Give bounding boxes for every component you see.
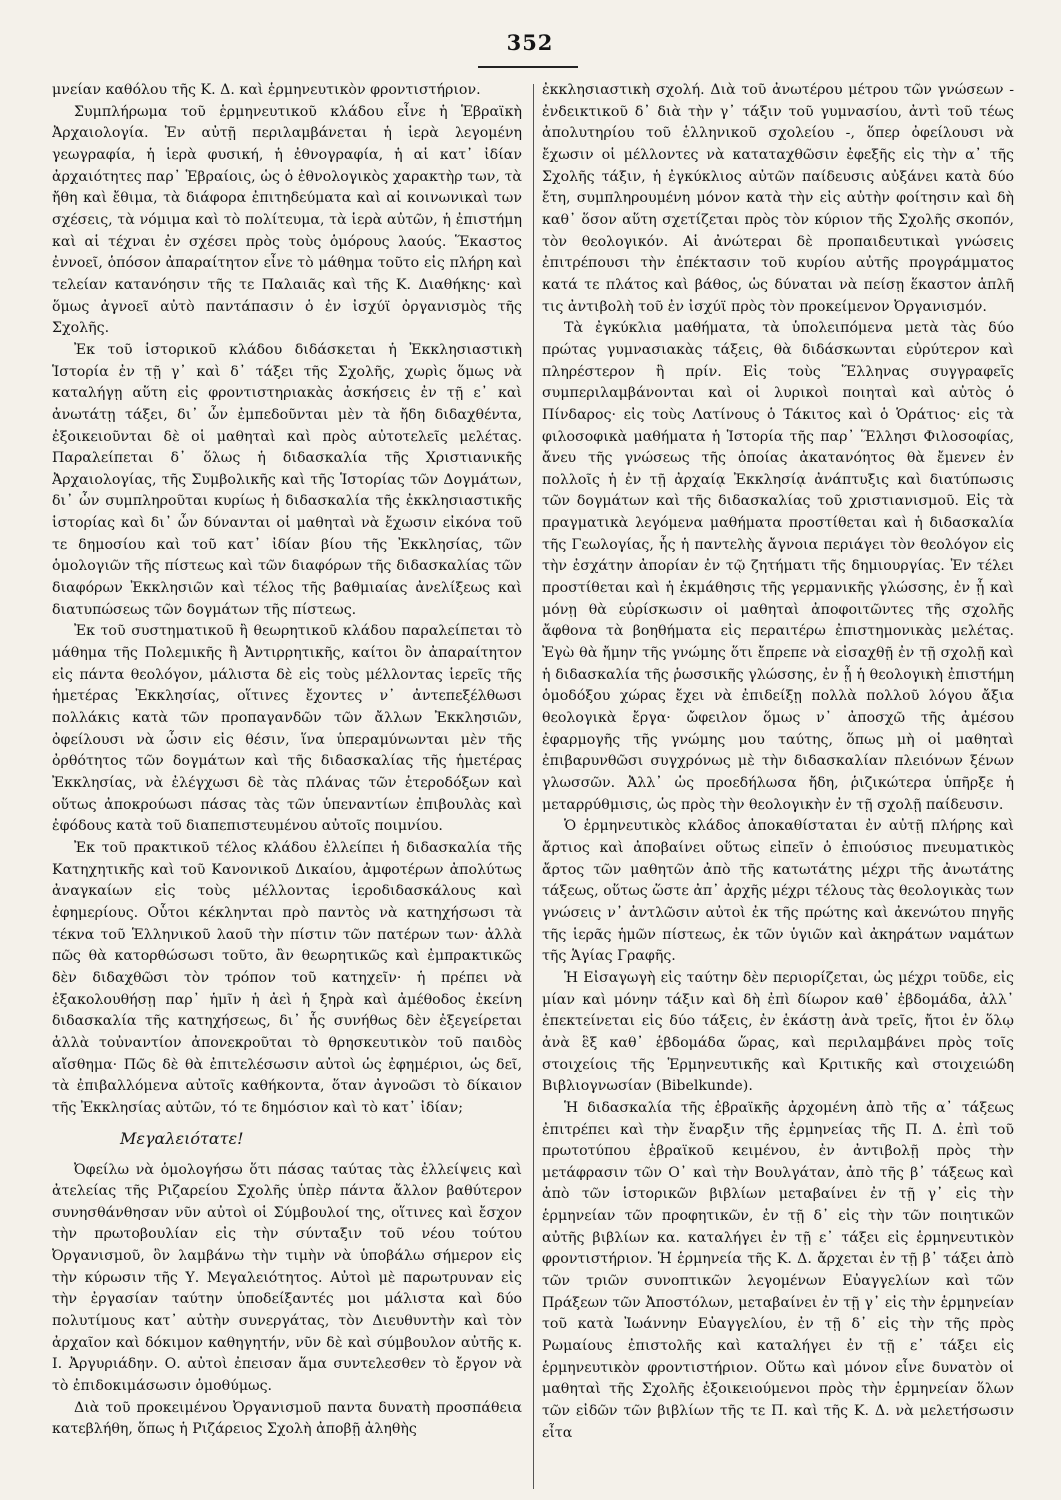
right-paragraph-3: Ὁ ἑρμηνευτικὸς κλάδος ἀποκαθίσταται ἐν αὐτῇ πλήρης καὶ ἄρτιος καὶ ἀποβαίνει οὕτως εἰπεῖν ὁ ἐπιούσιος πνευματικὸς ἄρτος τῶν μαθητῶν ἀπὸ τῆς κατωτάτης μέχρι τῆς ἀνωτάτης τάξεως, οὕτως ὥστε ἀπ᾽ ἀρχῆς μέχρι τέλους τὰς θεολογικὰς των γνώσεις ν᾽ ἀντλῶσιν αὐτοὶ ἐκ τῆς πρώτης καὶ ἀκενώτου πηγῆς τῆς ἱερᾶς ἡμῶν πίστεως, ἐκ τῶν ὑγιῶν καὶ ἀκηράτων ναμάτων τῆς Ἁγίας Γραφῆς. — [542, 818, 1014, 965]
right-column — [542, 80, 1014, 1500]
left-paragraph-3: Ἐκ τοῦ ἱστορικοῦ κλάδου διδάσκεται ἡ Ἐκκλησιαστικὴ Ἱστορία ἐν τῇ γ᾽ καὶ δ᾽ τάξει τῆς Σχολῆς, χωρὶς ὅμως νὰ καταλήγῃ αὕτη εἰς φροντιστηριακὰς ἀσκήσεις ἐν τῇ ε᾽ καὶ ἀνωτάτῃ τάξει, δι᾽ ὧν ἐμπεδοῦνται μὲν τὰ ἤδη διδαχθέντα, ἐξοικειοῦνται δὲ οἱ μαθηταὶ καὶ πρὸς αὐτοτελεῖς μελέτας. Παραλείπεται δ᾽ ὅλως ἡ διδασκαλία τῆς Χριστιανικῆς Ἀρχαιολογίας, τῆς Συμβολικῆς καὶ τῆς Ἱστορίας τῶν Δογμάτων, δι᾽ ὧν συμπληροῦται κυρίως ἡ διδασκαλία τῆς ἐκκλησιαστικῆς ἱστορίας καὶ δι᾽ ὧν δύνανται οἱ μαθηταὶ νὰ ἔχωσιν εἰκόνα τοῦ τε δημοσίου καὶ τοῦ κατ᾽ ἰδίαν βίου τῆς Ἐκκλησίας, τῶν ὁμολογιῶν τῆς πίστεως καὶ τῶν διαφόρων τῆς διδασκαλίας τῶν διαφόρων Ἐκκλησιῶν καὶ τέλος τῆς βαθμιαίας ἀνελίξεως καὶ διατυπώσεως τῶν δογμάτων τῆς πίστεως. — [52, 341, 522, 618]
left-paragraph-4: Ἐκ τοῦ συστηματικοῦ ἢ θεωρητικοῦ κλάδου παραλείπεται τὸ μάθημα τῆς Πολεμικῆς ἢ Ἀντιρρητικῆς, καίτοι ὂν ἀπαραίτητον εἰς πάντα θεολόγον, μάλιστα δὲ εἰς τοὺς μέλλοντας ἱερεῖς τῆς ἡμετέρας Ἐκκλησίας, οἵτινες ἔχοντες ν᾽ ἀντεπεξέλθωσι πολλάκις κατὰ τῶν προπαγανδῶν τῶν ἄλλων Ἐκκλησιῶν, ὀφείλουσι νὰ ὦσιν εἰς θέσιν, ἵνα ὑπεραμύνωνται μὲν τῆς ὀρθότητος τῶν δογμάτων καὶ τῆς διδασκαλίας τῆς ἡμετέρας Ἐκκλησίας, νὰ ἐλέγχωσι δὲ τὰς πλάνας τῶν ἑτεροδόξων καὶ οὕτως ἀποκρούωσι πάσας τὰς τῶν ὑπεναντίων ἐπιβουλὰς καὶ ἐφόδους κατὰ τοῦ διαπεπιστευμένου αὐτοῖς ποιμνίου. — [52, 623, 522, 835]
header-rule — [478, 66, 578, 68]
column-divider — [533, 84, 534, 1489]
right-paragraph-1: ἐκκλησιαστικὴ σχολή. Διὰ τοῦ ἀνωτέρου μέτρου τῶν γνώσεων - ἐνδεικτικοῦ δ᾽ διὰ τὴν γ᾽ τάξιν τοῦ γυμνασίου, ἀντὶ τοῦ τέως ἀπολυτηρίου τοῦ ἑλληνικοῦ σχολείου -, ὅπερ ὀφείλουσι νὰ ἔχωσιν οἱ μέλλοντες νὰ καταταχθῶσιν ἐφεξῆς εἰς τὴν α᾽ τῆς Σχολῆς τάξιν, ἡ ἐγκύκλιος αὐτῶν παίδευσις αὐξάνει κατὰ δύο ἔτη, συμπληρουμένη μόνον κατὰ τὴν εἰς αὐτὴν φοίτησιν καὶ δὴ καθ᾽ ὅσον αὕτη σχετίζεται πρὸς τὸν κύριον τῆς Σχολῆς σκοπόν, τὸν θεολογικόν. Αἱ ἀνώτεραι δὲ προπαιδευτικαὶ γνώσεις ἐπιτρέπουσι τὴν ἐπέκτασιν τοῦ κυρίου αὐτῆς προγράμματος κατά τε πλάτος καὶ βάθος, ὡς δύναται νὰ πείσῃ ἕκαστον ἁπλῆ τις ἀντιβολὴ τοῦ ἐν ἰσχύϊ πρὸς τὸν προκείμενον Ὀργανισμόν. — [542, 82, 1014, 315]
left-paragraph-1: μνείαν καθόλου τῆς Κ. Δ. καὶ ἑρμηνευτικὸν φροντιστήριον. — [52, 82, 481, 98]
left-paragraph-8: Διὰ τοῦ προκειμένου Ὀργανισμοῦ παντα δυνατὴ προσπάθεια κατεβλήθη, ὅπως ἡ Ριζάρειος Σχολὴ ἀποβῇ ἀληθὴς — [52, 1399, 522, 1438]
left-paragraph-7: Ὀφείλω νὰ ὁμολογήσω ὅτι πάσας ταύτας τὰς ἐλλείψεις καὶ ἀτελείας τῆς Ριζαρείου Σχολῆς ὑπὲρ πάντα ἄλλον βαθύτερον συνησθάνθησαν νῦν αὐτοὶ οἱ Σύμβουλοί της, οἵτινες καὶ ἔσχον τὴν πρωτοβουλίαν εἰς τὴν σύνταξιν τοῦ νέου τούτου Ὀργανισμοῦ, ὃν λαμβάνω τὴν τιμὴν νὰ ὑποβάλω σήμερον εἰς τὴν κύρωσιν τῆς Υ. Μεγαλειότητος. Αὐτοὶ μὲ παρωτρυναν εἰς τὴν ἐργασίαν ταύτην ὑποδείξαντές μοι μάλιστα καὶ δύο πολυτίμους κατ᾽ αὐτὴν συνεργάτας, τὸν Διευθυντὴν καὶ τὸν ἀρχαῖον καὶ δόκιμον καθηγητήν, νῦν δὲ καὶ σύμβουλον αὐτῆς κ. Ι. Ἀργυριάδην. Ο. αὐτοὶ ἐπεισαν ἅμα συντελεσθεν τὸ ἔργον νὰ τὸ ἐπιδοκιμάσωσιν ὁμοθύμως. — [52, 1161, 522, 1395]
left-paragraph-5: Ἐκ τοῦ πρακτικοῦ τέλος κλάδου ἐλλείπει ἡ διδασκαλία τῆς Κατηχητικῆς καὶ τοῦ Κανονικοῦ Δικαίου, ἀμφοτέρων ἀπολύτως ἀναγκαίων εἰς τοὺς μέλλοντας ἱεροδιδασκάλους καὶ ἐφημερίους. Οὗτοι κέκληνται πρὸ παντὸς νὰ κατηχήσωσι τὰ τέκνα τοῦ Ἑλληνικοῦ λαοῦ τὴν πίστιν τῶν πατέρων των· ἀλλὰ πῶς θὰ κατορθώσωσι τοῦτο, ἂν θεωρητικῶς καὶ ἐμπρακτικῶς δὲν διδαχθῶσι τὸν τρόπον τοῦ κατηχεῖν· ἡ πρέπει νὰ ἐξακολουθήσῃ παρ᾽ ἡμῖν ἡ ἀεὶ ἡ ξηρὰ καὶ ἀμέθοδος ἐκείνη διδασκαλία τῆς κατηχήσεως, δι᾽ ἧς συνήθως δὲν ἐξεγείρεται ἀλλὰ τοὐναντίον ἀπονεκροῦται τὸ θρησκευτικὸν τοῦ παιδὸς αἴσθημα· Πῶς δὲ θὰ ἐπιτελέσωσιν αὐτοὶ ὡς ἐφημέριοι, ὡς δεῖ, τὰ ἐπιβαλλόμενα αὐτοῖς καθήκοντα, ὅταν ἀγνοῶσι τὸ δίκαιον τῆς Ἐκκλησίας αὐτῶν, τό τε δημόσιον καὶ τὸ κατ᾽ ἰδίαν; — [52, 839, 522, 1116]
left-column — [52, 80, 522, 1500]
right-paragraph-5: Ἡ διδασκαλία τῆς ἑβραϊκῆς ἀρχομένη ἀπὸ τῆς α᾽ τάξεως ἐπιτρέπει καὶ τὴν ἔναρξιν τῆς ἑρμηνείας τῆς Π. Δ. ἐπὶ τοῦ πρωτοτύπου ἑβραϊκοῦ κειμένου, ἐν ἀντιβολῇ πρὸς τὴν μετάφρασιν τῶν Ο᾽ καὶ τὴν Βουλγάταν, ἀπὸ τῆς β᾽ τάξεως καὶ ἀπὸ τῶν ἱστορικῶν βιβλίων μεταβαίνει ἐν τῇ γ᾽ εἰς τὴν ἑρμηνείαν τῶν προφητικῶν, ἐν τῇ δ᾽ εἰς τὴν τῶν ποιητικῶν αὐτῆς βιβλίων κα. καταλήγει ἐν τῇ ε᾽ τάξει εἰς ἑρμηνευτικὸν φροντιστήριον. Ἡ ἑρμηνεία τῆς Κ. Δ. ἄρχεται ἐν τῇ β᾽ τάξει ἀπὸ τῶν τριῶν συνοπτικῶν λεγομένων Εὐαγγελίων καὶ τῶν Πράξεων τῶν Ἀποστόλων, μεταβαίνει ἐν τῇ γ᾽ εἰς τὴν ἑρμηνείαν τοῦ κατὰ Ἰωάννην Εὐαγγελίου, ἐν τῇ δ᾽ εἰς τὴν τῆς πρὸς Ρωμαίους ἐπιστολῆς καὶ καταλήγει ἐν τῇ ε᾽ τάξει εἰς ἑρμηνευτικὸν φροντιστήριον. Οὕτω καὶ μόνον εἶνε δυνατὸν οἱ μαθηταὶ τῆς Σχολῆς ἐξοικειούμενοι πρὸς τὴν ἑρμηνείαν ὅλων τῶν εἰδῶν τῶν βιβλίων τῆς τε Π. καὶ τῆς Κ. Δ. νὰ μελετήσωσιν εἶτα — [542, 1099, 1014, 1441]
left-paragraph-2: Συμπλήρωμα τοῦ ἑρμηνευτικοῦ κλάδου εἶνε ἡ Ἑβραϊκὴ Ἀρχαιολογία. Ἐν αὐτῇ περιλαμβάνεται ἡ ἱερὰ λεγομένη γεωγραφία, ἡ ἱερὰ φυσική, ἡ ἐθνογραφία, ἡ αἱ κατ᾽ ἰδίαν ἀρχαιότητες παρ᾽ Ἑβραίοις, ὡς ὁ ἐθνολογικὸς χαρακτὴρ των, τὰ ἤθη καὶ ἔθιμα, τὰ διάφορα ἐπιτηδεύματα καὶ αἱ κοινωνικαὶ των σχέσεις, τὰ νόμιμα καὶ τὸ πολίτευμα, τὰ ἱερὰ αὐτῶν, ἡ ἐπιστήμη καὶ αἱ τέχναι ἐν σχέσει πρὸς τοὺς ὁμόρους λαούς. Ἕκαστος ἐννοεῖ, ὁπόσον ἀπαραίτητον εἶνε τὸ μάθημα τοῦτο εἰς πλήρη καὶ τελείαν κατανόησιν τῆς τε Παλαιᾶς καὶ τῆς Κ. Διαθήκης· καὶ ὅμως ἀγνοεῖ αὐτὸ παντάπασιν ὁ ἐν ἰσχύϊ ὀργανισμὸς τῆς Σχολῆς. — [52, 103, 522, 337]
right-paragraph-4: Ἡ Εἰσαγωγὴ εἰς ταύτην δὲν περιορίζεται, ὡς μέχρι τοῦδε, εἰς μίαν καὶ μόνην τάξιν καὶ δὴ ἐπὶ δίωρον καθ᾽ ἑβδομάδα, ἀλλ᾽ ἐπεκτείνεται εἰς δύο τάξεις, ἐν ἑκάστῃ ἀνὰ τρεῖς, ἤτοι ἐν ὅλῳ ἀνὰ ἓξ καθ᾽ ἑβδομάδα ὥρας, καὶ περιλαμβάνει πρὸς τοῖς στοιχείοις τῆς Ἑρμηνευτικῆς καὶ Κριτικῆς καὶ στοιχειώδη Βιβλιογνωσίαν (Bibelkunde). — [542, 969, 1014, 1095]
right-paragraph-2: Τὰ ἐγκύκλια μαθήματα, τὰ ὑπολειπόμενα μετὰ τὰς δύο πρώτας γυμνασιακὰς τάξεις, θὰ διδάσκωνται εὐρύτερον καὶ πληρέστερον ἢ πρίν. Εἰς τοὺς Ἕλληνας συγγραφεῖς συμπεριλαμβάνονται καὶ οἱ λυρικοὶ ποιηταὶ καὶ αὐτὸς ὁ Πίνδαρος· εἰς τοὺς Λατίνους ὁ Τάκιτος καὶ ὁ Ὁράτιος· εἰς τὰ φιλοσοφικὰ μαθήματα ἡ Ἱστορία τῆς παρ᾽ Ἕλλησι Φιλοσοφίας, ἄνευ τῆς γνώσεως τῆς ὁποίας ἀκατανόητος θὰ ἔμενεν ἐν πολλοῖς ἡ ἐν τῇ ἀρχαίᾳ Ἐκκλησίᾳ ἀνάπτυξις καὶ διατύπωσις τῶν δογμάτων καὶ τῆς διδασκαλίας τοῦ χριστιανισμοῦ. Εἰς τὰ πραγματικὰ λεγόμενα μαθήματα προστίθεται καὶ ἡ διδασκαλία τῆς Γεωλογίας, ἧς ἡ παντελὴς ἄγνοια περιάγει τὸν θεολόγον εἰς τὴν ἐσχάτην ἀπορίαν ἐν τῷ ζητήματι τῆς δημιουργίας. Ἐν τέλει προστίθεται καὶ ἡ ἐκμάθησις τῆς γερμανικῆς γλώσσης, ἐν ᾗ καὶ μόνῃ θὰ εὑρίσκωσιν οἱ μαθηταὶ ἀποφοιτῶντες τῆς σχολῆς ἄφθονα τὰ βοηθήματα εἰς περαιτέρω ἐπιστημονικὰς μελέτας. Ἐγὼ θὰ ἤμην τῆς γνώμης ὅτι ἔπρεπε νὰ εἰσαχθῇ ἐν τῇ σχολῇ καὶ ἡ διδασκαλία τῆς ῥωσσικῆς γλώσσης, ἐν ᾗ ἡ θεολογικὴ ἐπιστήμη ὁμοδόξου χώρας ἔχει νὰ ἐπιδείξῃ πολλὰ πολλοῦ λόγου ἄξια θεολογικὰ ἔργα· ὤφειλον ὅμως ν᾽ ἀποσχῶ τῆς ἀμέσου ἐφαρμογῆς τῆς γνώμης μου ταύτης, ὅπως μὴ οἱ μαθηταὶ ἐπιβαρυνθῶσι συγχρόνως μὲ τὴν διδασκαλίαν πλειόνων ξένων γλωσσῶν. Ἀλλ᾽ ὡς προεδήλωσα ἤδη, ῥιζικώτερα ὑπῆρξε ἡ μεταρρύθμισις, ὡς πρὸς τὴν θεολογικὴν ἐν τῇ σχολῇ παίδευσιν. — [542, 320, 1014, 813]
salutation: Μεγαλειότατε! — [120, 1128, 244, 1148]
page-number: 352 — [506, 30, 554, 55]
